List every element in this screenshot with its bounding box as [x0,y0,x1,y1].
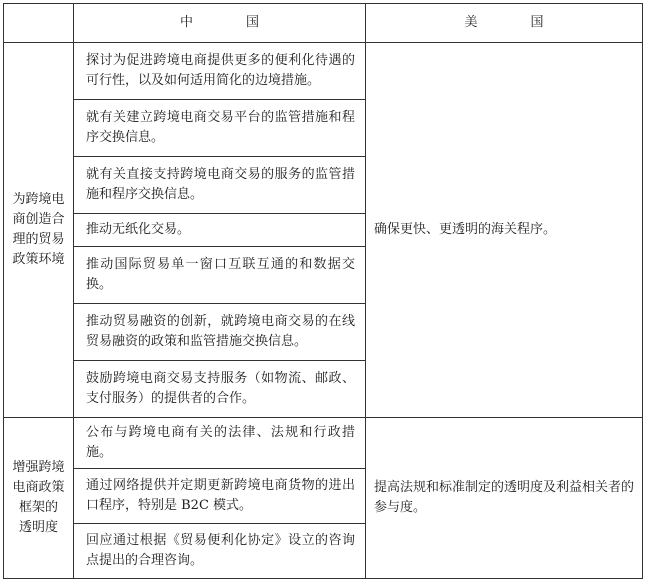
china-item: 回应通过根据《贸易便利化协定》设立的咨询点提出的合理咨询。 [74,524,366,579]
header-china: 中 国 [74,4,366,43]
china-item: 推动无纸化交易。 [74,214,366,247]
category-line: 理的贸易 [12,232,65,247]
header-row [4,4,643,43]
china-item: 推动国际贸易单一窗口互联互通的和数据交换。 [74,247,366,304]
china-item: 就有关建立跨境电商交易平台的监管措施和程序交换信息。 [74,100,366,157]
china-item: 探讨为促进跨境电商提供更多的便利化待遇的可行性，以及如何适用简化的边境措施。 [74,43,366,100]
category-line: 增强跨境 [12,460,65,475]
category-line: 电商政策 [12,480,65,495]
china-item: 公布与跨境电商有关的法律、法规和行政措施。 [74,418,366,469]
category-line: 透明度 [18,520,58,535]
usa-cell-environment: 确保更快、更透明的海关程序。 [366,43,643,418]
category-line: 框架的 [18,500,58,515]
comparison-table [3,3,643,579]
category-cell-environment [4,43,74,418]
china-item: 就有关直接支持跨境电商交易的服务的监管措施和程序交换信息。 [74,157,366,214]
category-line: 为跨境电 [12,192,65,207]
china-item: 推动贸易融资的创新，就跨境电商交易的在线贸易融资的政策和监管措施交换信息。 [74,304,366,361]
usa-cell-transparency: 提高法规和标准制定的透明度及利益相关者的参与度。 [366,418,643,579]
table-row [4,43,643,100]
category-cell-transparency [4,418,74,579]
table-row [4,418,643,469]
header-usa: 美 国 [366,4,643,43]
category-line: 政策环境 [12,252,65,267]
header-corner-cell [4,4,74,43]
category-line: 商创造合 [12,212,65,227]
china-item: 鼓励跨境电商交易支持服务（如物流、邮政、支付服务）的提供者的合作。 [74,361,366,418]
china-item: 通过网络提供并定期更新跨境电商货物的进出口程序，特别是 B2C 模式。 [74,469,366,524]
